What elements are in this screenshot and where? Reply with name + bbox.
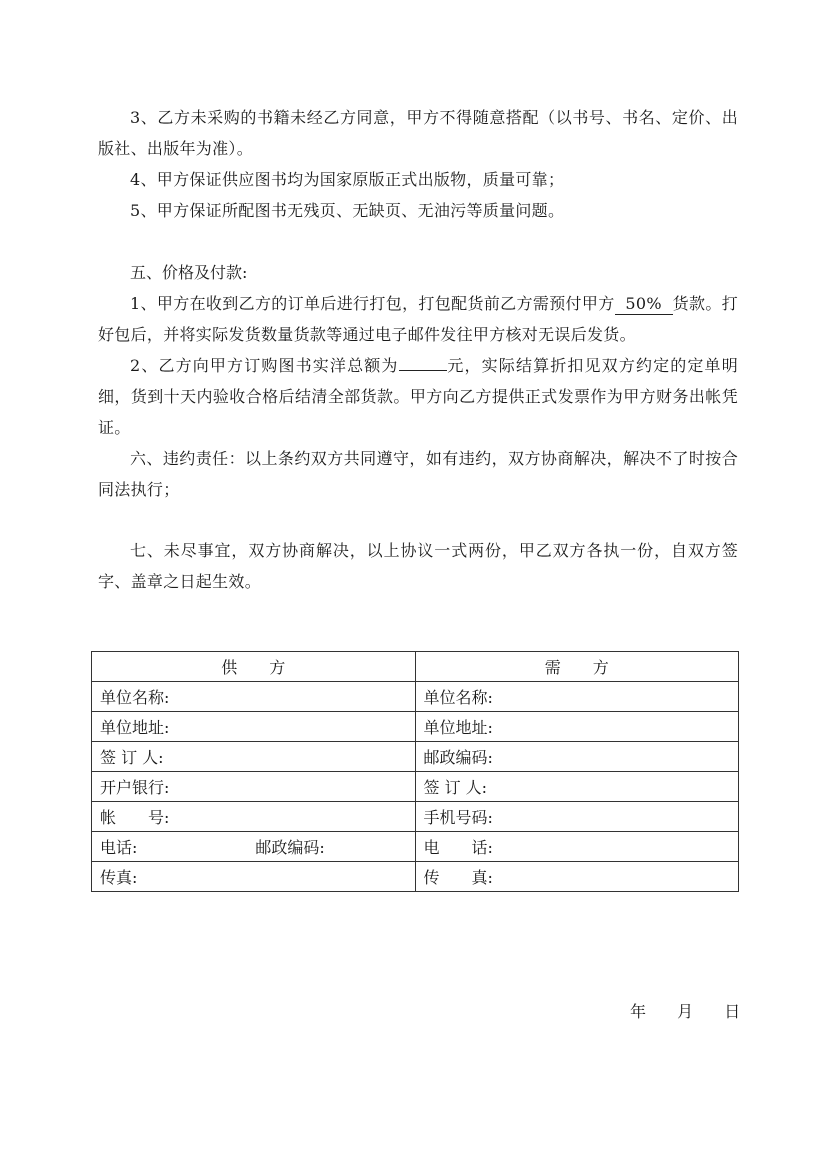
section-5-item-2 bbox=[98, 350, 738, 443]
section-6 bbox=[98, 443, 738, 505]
clause-5-text: 5、甲方保证所配图书无残页、无缺页、无油污等质量问题。 bbox=[130, 201, 565, 220]
supplier-fax: 传真: bbox=[92, 862, 416, 892]
section-5-title: 五、价格及付款: bbox=[130, 263, 248, 282]
table-row bbox=[92, 772, 739, 802]
table-row bbox=[92, 742, 739, 772]
buyer-header: 需 方 bbox=[415, 652, 739, 682]
item-1-text-b: 货款。打好包后，并将实际发货数量货款等通过电子邮件发往甲方核对无误后发货。 bbox=[98, 294, 738, 344]
buyer-phone: 电 话: bbox=[415, 832, 739, 862]
item-2-text-b: 元，实际结算折扣见双方约定的定单明细，货到十天内验收合格后结清全部货款。甲方向乙方提供正式发票作为甲方财务出帐凭证。 bbox=[98, 356, 738, 437]
clause-4 bbox=[98, 164, 738, 195]
table-row bbox=[92, 682, 739, 712]
date-year: 年 bbox=[630, 1002, 647, 1021]
clause-4-text: 4、甲方保证供应图书均为国家原版正式出版物，质量可靠； bbox=[130, 170, 565, 189]
table-row bbox=[92, 712, 739, 742]
section-5-item-1 bbox=[98, 288, 738, 350]
supplier-bank: 开户银行: bbox=[92, 772, 416, 802]
table-row bbox=[92, 802, 739, 832]
section-7-text: 七、未尽事宜，双方协商解决，以上协议一式两份，甲乙双方各执一份，自双方签字、盖章之日起生效。 bbox=[98, 541, 738, 591]
clause-3 bbox=[98, 102, 738, 164]
item-1-text-a: 1、甲方在收到乙方的订单后进行打包，打包配货前乙方需预付甲方 bbox=[130, 294, 615, 313]
supplier-account: 帐 号: bbox=[92, 802, 416, 832]
buyer-postcode: 邮政编码: bbox=[415, 742, 739, 772]
supplier-postcode: 邮政编码: bbox=[255, 838, 325, 857]
section-7 bbox=[98, 535, 738, 597]
prepay-percent: 50% bbox=[615, 294, 673, 315]
item-2-text-a: 2、乙方向甲方订购图书实洋总额为 bbox=[130, 356, 399, 375]
table-row bbox=[92, 862, 739, 892]
buyer-signer: 签 订 人: bbox=[415, 772, 739, 802]
table-row bbox=[92, 832, 739, 862]
clause-3-text: 3、乙方未采购的书籍未经乙方同意，甲方不得随意搭配（以书号、书名、定价、出版社、出版年为准）。 bbox=[98, 108, 738, 158]
buyer-fax: 传 真: bbox=[415, 862, 739, 892]
clause-5 bbox=[98, 195, 738, 226]
supplier-signer: 签 订 人: bbox=[92, 742, 416, 772]
section-6-text: 六、违约责任：以上条约双方共同遵守，如有违约，双方协商解决，解决不了时按合同法执行； bbox=[98, 449, 738, 499]
supplier-phone: 电话: bbox=[100, 838, 138, 857]
supplier-phone-cell bbox=[92, 832, 416, 862]
buyer-mobile: 手机号码: bbox=[415, 802, 739, 832]
supplier-unit-address: 单位地址: bbox=[92, 712, 416, 742]
party-info-table bbox=[91, 651, 739, 892]
date-day: 日 bbox=[724, 1002, 741, 1021]
buyer-unit-address: 单位地址: bbox=[415, 712, 739, 742]
buyer-unit-name: 单位名称: bbox=[415, 682, 739, 712]
date-month: 月 bbox=[677, 1002, 694, 1021]
supplier-unit-name: 单位名称: bbox=[92, 682, 416, 712]
supplier-header: 供 方 bbox=[92, 652, 416, 682]
signature-date bbox=[630, 1000, 740, 1024]
table-header-row bbox=[92, 652, 739, 682]
total-amount-blank bbox=[399, 370, 447, 371]
